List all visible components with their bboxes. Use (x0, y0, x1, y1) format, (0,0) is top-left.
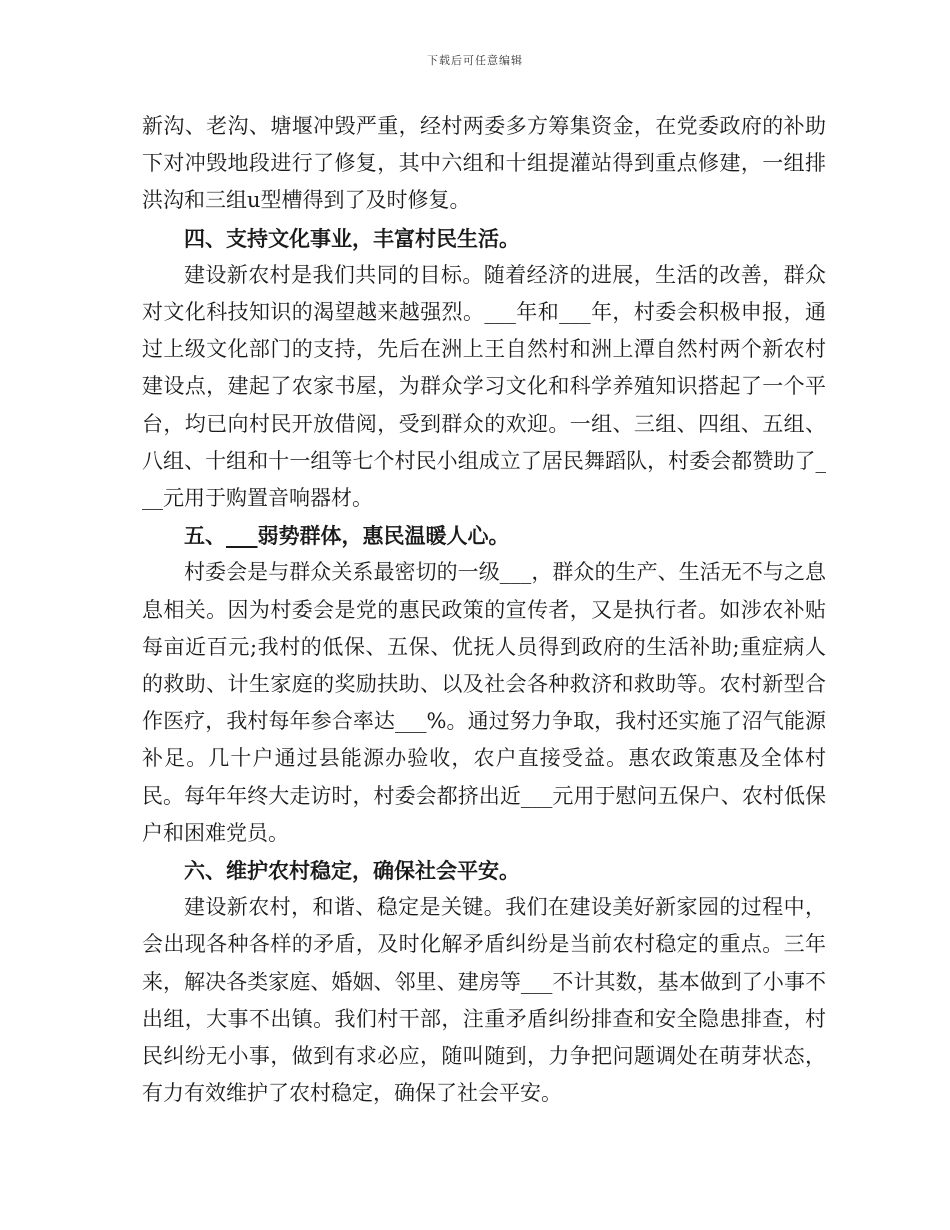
paragraph-section-5: 村委会是与群众关系最密切的一级___，群众的生产、生活无不与之息息相关。因为村委会是党的惠民政策的宣传者，又是执行者。如涉农补贴每亩近百元;我村的低保、五保、优抚人员得到政府的生活补助;重症病人的救助、计生家庭的奖励扶助、以及社会各种救济和救助等。农村新型合作医疗，我村每年参合率达___%。通过努力争取，我村还实施了沼气能源补足。几十户通过县能源办验收，农户直接受益。惠农政策惠及全体村民。每年年终大走访时，村委会都挤出近___元用于慰问五保户、农村低保户和困难党员。 (142, 560, 826, 845)
paragraph-continued: 新沟、老沟、塘堰冲毁严重，经村两委多方筹集资金，在党委政府的补助下对冲毁地段进行了修复，其中六组和十组提灌站得到重点修建，一组排洪沟和三组u型槽得到了及时修复。 (142, 114, 826, 213)
document-body (142, 108, 826, 1112)
paragraph-section-6: 建设新农村，和谐、稳定是关键。我们在建设美好新家园的过程中，会出现各种各样的矛盾，及时化解矛盾纠纷是当前农村稳定的重点。三年来，解决各类家庭、婚姻、邻里、建房等___不计其数，基本做到了小事不出组，大事不出镇。我们村干部，注重矛盾纠纷排查和安全隐患排查，村民纠纷无小事，做到有求必应，随叫随到，力争把问题调处在萌芽状态，有力有效维护了农村稳定，确保了社会平安。 (142, 895, 826, 1106)
section-heading-4: 四、支持文化事业，丰富村民生活。 (184, 225, 520, 251)
paragraph-section-4: 建设新农村是我们共同的目标。随着经济的进展，生活的改善，群众对文化科技知识的渴望越来越强烈。___年和___年，村委会积极申报，通过上级文化部门的支持，先后在洲上王自然村和洲上潭自然村两个新农村建设点，建起了农家书屋，为群众学习文化和科学养殖知识搭起了一个平台，均已向村民开放借阅，受到群众的欢迎。一组、三组、四组、五组、八组、十组和十一组等七个村民小组成立了居民舞蹈队，村委会都赞助了___元用于购置音响器材。 (142, 262, 826, 511)
section-heading-5: 五、___弱势群体，惠民温暖人心。 (184, 523, 510, 549)
page-header-note: 下载后可任意编辑 (427, 54, 523, 67)
section-heading-6: 六、维护农村稳定，确保社会平安。 (184, 858, 520, 884)
